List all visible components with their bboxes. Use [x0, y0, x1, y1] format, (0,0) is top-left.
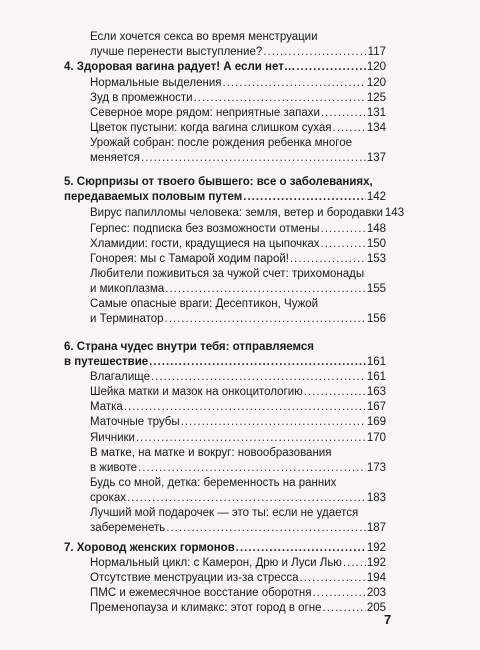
dot-leader — [323, 601, 366, 616]
toc-page-number: 143 — [384, 207, 405, 219]
dot-leader — [124, 400, 366, 415]
toc-entry — [90, 476, 386, 506]
toc-entry-line — [64, 541, 386, 556]
toc-entry-title: и микоплазма — [90, 283, 165, 295]
dot-leader — [236, 541, 366, 556]
toc-page-number: 125 — [366, 92, 386, 104]
toc-entry — [90, 601, 386, 616]
toc-entry — [90, 237, 386, 252]
toc-entry-title: Будь со мной, детка: беременность на ранних — [90, 477, 337, 489]
toc-chapter — [64, 175, 386, 205]
toc-entry — [90, 76, 386, 91]
toc-entry-line — [90, 446, 386, 461]
toc-chapter — [64, 340, 386, 370]
dot-leader — [300, 571, 366, 586]
toc-entry-line — [90, 571, 386, 586]
toc-entry-line — [90, 106, 386, 121]
toc-entry-line — [90, 121, 386, 136]
toc-entry — [90, 431, 386, 446]
toc-page-number: 169 — [366, 416, 386, 428]
toc-entry — [90, 136, 386, 166]
toc-entry-title: Нормальные выделения — [90, 77, 222, 89]
toc-entry-title: меняется — [90, 152, 141, 164]
toc-entry-title: Маточные трубы — [90, 416, 180, 428]
toc-entry-line — [64, 340, 386, 355]
toc-entry-title: Шейка матки и мазок на онкоцитологию — [90, 386, 303, 398]
dot-leader — [321, 237, 366, 252]
toc-entry-title: 4. Здоровая вагина радует! А если нет… — [64, 61, 296, 73]
toc-entry-line — [90, 136, 386, 151]
toc-entry-line — [90, 151, 386, 166]
toc-page-number: 131 — [366, 107, 386, 119]
dot-leader — [166, 521, 366, 536]
toc-entry-line — [90, 282, 386, 297]
toc-entry-title: Яичники — [90, 432, 135, 444]
toc-page-number: 137 — [366, 152, 386, 164]
toc-entry-title: Влагалище — [90, 371, 150, 383]
toc-page-number: 161 — [366, 356, 386, 368]
toc-entry-title: Северное море рядом: неприятные запахи — [90, 107, 320, 119]
toc-entry-line — [90, 297, 386, 312]
toc-entry-line — [64, 190, 386, 205]
toc-page-number: 153 — [366, 253, 386, 265]
toc-page-number: 163 — [366, 386, 386, 398]
dot-leader — [333, 121, 366, 136]
toc-entry-title: лучше перенести выступление? — [90, 46, 263, 58]
dot-leader — [296, 60, 365, 75]
dot-leader — [304, 385, 366, 400]
toc-page-number: 192 — [366, 542, 386, 554]
toc-entry-title: 7. Хоровод женских гормонов — [64, 542, 235, 554]
toc-entry-title: Вирус папилломы человека: земля, ветер и бородавки — [90, 207, 383, 219]
toc-entry-line — [90, 267, 386, 282]
toc-entry-title: Матка — [90, 401, 123, 413]
toc-entry — [90, 400, 386, 415]
toc-entry — [90, 385, 386, 400]
dot-leader — [151, 370, 366, 385]
toc-entry-title: Цветок пустыни: когда вагина слишком сухая — [90, 122, 332, 134]
toc-entry-title: сроках — [90, 492, 126, 504]
toc-entry-title: забеременеть — [90, 522, 166, 534]
toc-entry-line — [90, 461, 386, 476]
toc-entry-title: передаваемых половым путем — [64, 191, 243, 203]
dot-leader — [136, 431, 366, 446]
toc-page-number: 173 — [366, 462, 386, 474]
toc-entry-title: Нормальный цикл: с Камерон, Дрю и Луси Лью — [90, 557, 342, 569]
dot-leader — [290, 252, 366, 267]
toc-entry — [90, 206, 405, 221]
toc-entry-line — [90, 45, 386, 60]
toc-entry-title: Самые опасные враги: Десептикон, Чужой — [90, 298, 319, 310]
dot-leader — [312, 586, 365, 601]
toc-entry-line — [90, 476, 386, 491]
toc-page-number: 148 — [366, 223, 386, 235]
dot-leader — [141, 151, 366, 166]
toc-entry-title: Гонорея: мы с Тамарой ходим парой! — [90, 253, 289, 265]
toc-chapter — [64, 541, 386, 556]
dot-leader — [321, 106, 366, 121]
toc-page-number: 156 — [366, 313, 386, 325]
toc-entry — [90, 506, 386, 536]
toc-page-number: 187 — [366, 522, 386, 534]
dot-leader — [343, 556, 366, 571]
toc-page-number: 120 — [366, 77, 386, 89]
dot-leader — [149, 355, 366, 370]
toc-entry-title: и Терминатор — [90, 313, 164, 325]
toc-page-number: 134 — [366, 122, 386, 134]
dot-leader — [223, 76, 366, 91]
toc-entry-line — [90, 491, 386, 506]
toc-entry-line — [90, 556, 386, 571]
toc-entry — [90, 556, 386, 571]
toc-entry-title: ПМС и ежемесячное восстание оборотня — [90, 587, 312, 599]
toc-page-number: 142 — [366, 191, 386, 203]
page-number: 7 — [384, 612, 392, 627]
toc-entry-line — [64, 355, 386, 370]
toc-entry-line — [90, 76, 386, 91]
toc-entry — [90, 297, 386, 327]
dot-leader — [194, 91, 366, 106]
toc-entry-line — [64, 60, 386, 75]
toc-entry-line — [90, 415, 386, 430]
toc-entry-line — [90, 237, 386, 252]
toc-entry-title: Отсутствие менструации из-за стресса — [90, 572, 299, 584]
toc-entry-line — [90, 586, 386, 601]
dot-leader — [138, 461, 366, 476]
toc-entry-title: в животе — [90, 462, 138, 474]
toc-entry-title: 6. Страна чудес внутри тебя: отправляемся — [64, 341, 315, 353]
toc-page-number: 170 — [366, 432, 386, 444]
toc-page-number: 117 — [367, 46, 386, 58]
toc-entry-line — [90, 521, 386, 536]
dot-leader — [243, 190, 366, 205]
toc-entry — [90, 267, 386, 297]
toc-page-number: 203 — [366, 587, 386, 599]
toc-entry-title: Герпес: подписка без возможности отмены — [90, 223, 320, 235]
toc-chapter — [64, 60, 386, 75]
toc-entry-title: Если хочется секса во время менструации — [90, 31, 318, 43]
toc-entry-line — [90, 385, 386, 400]
toc-entry-line — [90, 222, 386, 237]
toc-page-number: 161 — [366, 371, 386, 383]
toc-entry-line — [90, 30, 386, 45]
dot-leader — [165, 312, 366, 327]
toc-entry — [90, 446, 386, 476]
toc-entry — [90, 571, 386, 586]
dot-leader — [181, 415, 366, 430]
toc-entry-line — [90, 206, 405, 221]
toc-entry-line — [90, 506, 386, 521]
toc-entry-line — [90, 431, 386, 446]
toc-entry-line — [90, 601, 386, 616]
dot-leader — [321, 222, 366, 237]
dot-leader — [127, 491, 366, 506]
toc-entry-title: Урожай собран: после рождения ребенка многое — [90, 137, 353, 149]
toc-page-number: 183 — [366, 492, 386, 504]
toc-entry-title: Хламидии: гости, крадущиеся на цыпочках — [90, 238, 320, 250]
toc-page-number: 205 — [366, 602, 386, 614]
toc-entry-line — [90, 252, 386, 267]
toc-entry — [90, 91, 386, 106]
toc-entry — [90, 370, 386, 385]
toc-entry-title: в путешествие — [64, 356, 149, 368]
dot-leader — [165, 282, 366, 297]
toc-entry-line — [64, 175, 386, 190]
toc-page-number: 194 — [366, 572, 386, 584]
toc-entry-title: Лучший мой подарочек — это ты: если не удается — [90, 507, 359, 519]
toc-entry — [90, 121, 386, 136]
toc-entry — [90, 222, 386, 237]
toc-entry-line — [90, 400, 386, 415]
toc-entry — [90, 586, 386, 601]
toc-page-number: 120 — [366, 61, 386, 73]
toc-entry-line — [90, 312, 386, 327]
toc-entry-title: Любители поживиться за чужой счет: трихомонады — [90, 268, 365, 280]
toc-entry-title: Пременопауза и климакс: этот город в огне — [90, 602, 322, 614]
dot-leader — [263, 45, 366, 60]
toc-entry — [90, 252, 386, 267]
toc-entry-line — [90, 91, 386, 106]
toc-entry-title: 5. Сюрпризы от твоего бывшего: все о заболеваниях, — [64, 176, 373, 188]
toc-page-number: 155 — [366, 283, 386, 295]
toc-entry-title: В матке, на матке и вокруг: новообразования — [90, 447, 332, 459]
toc-page-number: 150 — [366, 238, 386, 250]
toc-page-number: 167 — [366, 401, 386, 413]
toc-entry-title: Зуд в промежности — [90, 92, 193, 104]
toc-entry — [90, 30, 386, 60]
toc-page-number: 192 — [366, 557, 386, 569]
toc-entry — [90, 415, 386, 430]
toc-entry — [90, 106, 386, 121]
toc-entry-line — [90, 370, 386, 385]
